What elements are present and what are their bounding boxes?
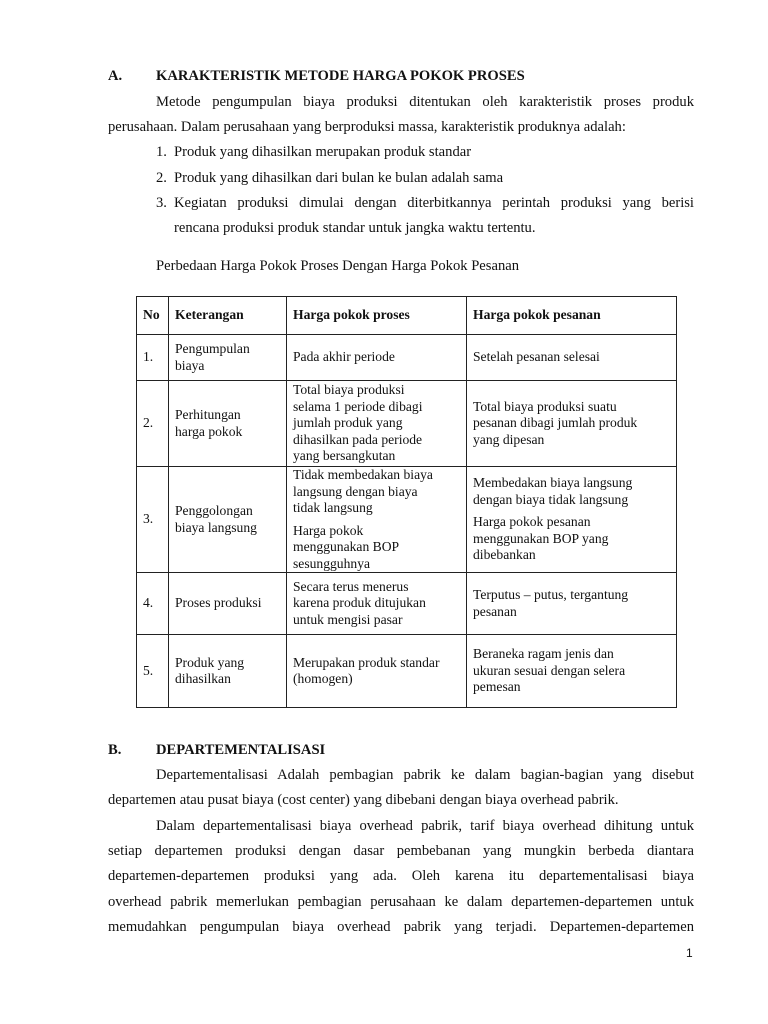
cell-line: yang bersangkutan	[293, 448, 396, 464]
cell-proses	[287, 335, 467, 381]
table-row	[137, 381, 677, 467]
cell-line: sesungguhnya	[293, 555, 371, 571]
cell-line: ukuran sesuai dengan selera	[473, 662, 626, 678]
cell-line: yang dipesan	[473, 431, 545, 447]
cell-line: Total biaya produksi	[293, 382, 405, 398]
cell-no: 2.	[137, 381, 169, 467]
cell-line: dibebankan	[473, 547, 536, 563]
cell-proses	[287, 381, 467, 467]
paragraph-line: setiap departemen produksi dengan dasar pembebanan yang mungkin berbeda diantara	[108, 842, 694, 859]
section-a-title: KARAKTERISTIK METODE HARGA POKOK PROSES	[156, 68, 525, 84]
cell-proses	[287, 573, 467, 635]
paragraph-line: Departementalisasi Adalah pembagian pabrik ke dalam bagian-bagian yang disebut	[156, 767, 694, 783]
table-row	[137, 635, 677, 708]
cell-line: (homogen)	[293, 671, 353, 686]
cell-keterangan	[169, 381, 287, 467]
table-row	[137, 467, 677, 573]
table-header-row	[137, 297, 677, 335]
list-number: 2.	[156, 170, 167, 186]
cell-line: Secara terus menerus	[293, 578, 409, 594]
cell-line: dengan biaya tidak langsung	[473, 491, 629, 507]
cell-pesanan	[467, 635, 677, 708]
cell-line: Membedakan biaya langsung	[473, 475, 633, 491]
section-b-number: B.	[108, 742, 122, 758]
cell-pesanan	[467, 381, 677, 467]
cell-line: langsung dengan biaya	[293, 483, 418, 499]
list-item: rencana produksi produk standar untuk jangka waktu tertentu.	[174, 220, 536, 236]
paragraph-line: perusahaan. Dalam perusahaan yang berproduksi massa, karakteristik produknya adalah:	[108, 119, 626, 135]
cell-line: karena produk ditujukan	[293, 595, 426, 611]
cell-line: Pengumpulan	[175, 341, 250, 356]
cell-line: Beraneka ragam jenis dan	[473, 646, 614, 662]
cell-keterangan	[169, 467, 287, 573]
cell-line: pemesan	[473, 679, 521, 695]
paragraph-line: departemen atau pusat biaya (cost center) yang dibebani dengan biaya overhead pabrik.	[108, 792, 619, 809]
cell-line: selama 1 periode dibagi	[293, 398, 423, 414]
cell-line: Harga pokok	[293, 522, 364, 538]
cell-line: Setelah pesanan selesai	[473, 349, 600, 365]
table-row	[137, 335, 677, 381]
list-number: 1.	[156, 144, 167, 160]
paragraph-line: departemen-departemen produksi yang ada. Oleh karena itu departementalisasi biaya	[108, 868, 694, 885]
section-a-number: A.	[108, 68, 123, 84]
cell-line: menggunakan BOP	[293, 539, 400, 554]
page-number: 1	[686, 946, 693, 960]
cell-no: 1.	[137, 335, 169, 381]
list-item: Kegiatan produksi dimulai dengan diterbitkannya perintah produksi yang berisi	[174, 195, 694, 211]
paragraph-line: Metode pengumpulan biaya produksi ditentukan oleh karakteristik proses produk	[156, 94, 694, 110]
cell-line: menggunakan BOP yang	[473, 530, 609, 546]
cell-no: 5.	[137, 635, 169, 708]
cell-line: Tidak membedakan biaya	[293, 467, 433, 482]
cell-line: Pada akhir periode	[293, 349, 395, 365]
cell-keterangan	[169, 573, 287, 635]
list-item: Produk yang dihasilkan dari bulan ke bulan adalah sama	[174, 170, 504, 186]
list-number: 3.	[156, 195, 167, 211]
cell-proses	[287, 635, 467, 708]
cell-line: tidak langsung	[293, 500, 373, 515]
header-keterangan: Keterangan	[169, 297, 287, 335]
cell-no: 4.	[137, 573, 169, 635]
paragraph-line: overhead pabrik memerlukan pembagian perusahaan ke dalam departemen-departemen untuk	[108, 893, 694, 910]
header-no: No	[137, 297, 169, 335]
cell-line: Merupakan produk standar	[293, 654, 440, 670]
cell-line: Harga pokok pesanan	[473, 514, 591, 530]
cell-line: jumlah produk yang	[293, 415, 403, 431]
table-caption: Perbedaan Harga Pokok Proses Dengan Harga Pokok Pesanan	[156, 258, 520, 274]
cell-no: 3.	[137, 467, 169, 573]
cell-line: Total biaya produksi suatu	[473, 398, 617, 414]
cell-line: Penggolongan	[175, 503, 253, 518]
table-row	[137, 573, 677, 635]
header-harga-pokok-proses: Harga pokok proses	[287, 297, 467, 335]
cell-line: Perhitungan	[175, 407, 241, 422]
paragraph-line: memudahkan pengumpulan biaya overhead pabrik yang terjadi. Departemen-departemen	[108, 918, 694, 935]
cell-line: dihasilkan pada periode	[293, 431, 423, 447]
cell-keterangan	[169, 635, 287, 708]
cell-proses	[287, 467, 467, 573]
cell-line: harga pokok	[175, 423, 243, 439]
cell-pesanan	[467, 335, 677, 381]
cell-keterangan	[169, 335, 287, 381]
header-harga-pokok-pesanan: Harga pokok pesanan	[467, 297, 677, 335]
cell-line: dihasilkan	[175, 671, 231, 686]
cell-pesanan	[467, 573, 677, 635]
cell-line: biaya	[175, 357, 205, 373]
cell-line: Terputus – putus, tergantung	[473, 587, 629, 602]
cell-line: Produk yang	[175, 654, 245, 670]
cell-line: pesanan	[473, 603, 517, 619]
paragraph-line: Dalam departementalisasi biaya overhead pabrik, tarif biaya overhead dihitung untuk	[156, 817, 694, 834]
cell-line: untuk mengisi pasar	[293, 611, 403, 627]
list-item: Produk yang dihasilkan merupakan produk standar	[174, 144, 472, 160]
cell-pesanan	[467, 467, 677, 573]
section-b-title: DEPARTEMENTALISASI	[156, 742, 326, 758]
cell-line: biaya langsung	[175, 519, 257, 535]
cell-line: pesanan dibagi jumlah produk	[473, 415, 638, 431]
cell-line: Proses produksi	[175, 595, 262, 611]
comparison-table	[136, 296, 677, 708]
